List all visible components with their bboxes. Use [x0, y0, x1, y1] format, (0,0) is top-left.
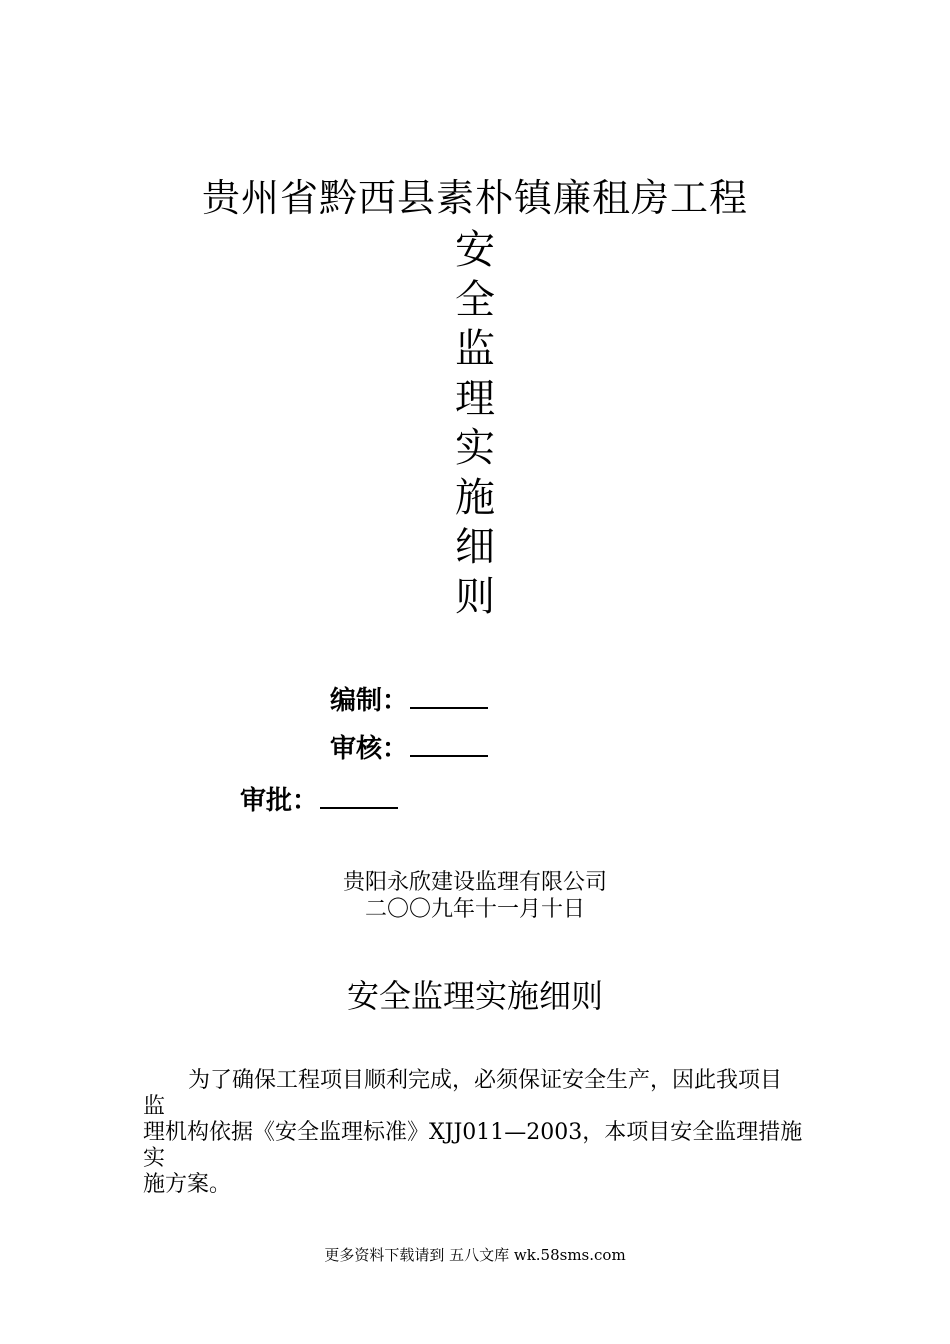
vertical-title-char: 安 — [455, 227, 495, 273]
issue-date: 二〇〇九年十一月十日 — [364, 897, 585, 922]
vertical-title-char: 理 — [455, 375, 495, 422]
vertical-title-char: 监 — [455, 326, 495, 372]
compile-label: 编制： — [330, 686, 409, 716]
vertical-title-char: 细 — [455, 524, 495, 570]
footer-note: 更多资料下载请到 五八文库 wk.58sms.com — [324, 1246, 626, 1264]
vertical-title-char: 全 — [455, 276, 495, 323]
paragraph-line: 施方案。 — [143, 1172, 232, 1197]
review-label: 审核： — [330, 734, 409, 764]
approve-signature-blank — [320, 781, 398, 809]
vertical-title-char: 施 — [455, 474, 495, 521]
paragraph-line: 实 — [143, 1146, 166, 1171]
vertical-title-char: 则 — [455, 573, 495, 620]
review-signature-blank — [410, 729, 488, 757]
compile-signature-blank — [410, 681, 488, 709]
paragraph-line: 为了确保工程项目顺利完成，必须保证安全生产，因此我项目 — [188, 1068, 783, 1093]
document-heading: 安全监理实施细则 — [346, 977, 603, 1015]
approve-label: 审批： — [240, 786, 319, 816]
intro-paragraph — [143, 1068, 843, 1198]
project-title: 贵州省黔西县素朴镇廉租房工程 — [201, 176, 748, 220]
vertical-document-title — [425, 226, 525, 622]
paragraph-line: 监 — [143, 1094, 166, 1119]
paragraph-line: 理机构依据《安全监理标准》XJJ011—2003，本项目安全监理措施 — [143, 1120, 803, 1145]
review-signature-row — [330, 729, 488, 766]
compile-signature-row — [330, 681, 488, 718]
vertical-title-char: 实 — [455, 425, 495, 471]
company-name: 贵阳永欣建设监理有限公司 — [342, 870, 607, 895]
approve-signature-row — [240, 781, 398, 818]
